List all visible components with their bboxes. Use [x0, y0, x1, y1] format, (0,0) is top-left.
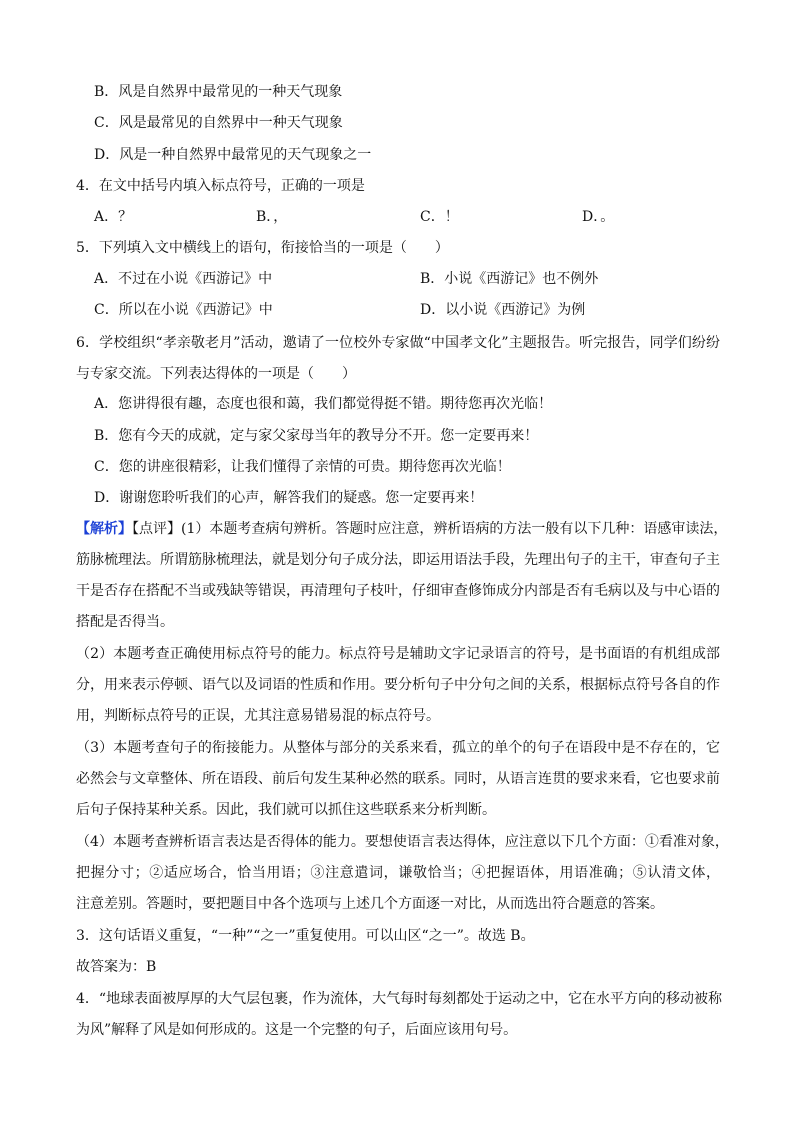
q4-option-b: B．， [256, 209, 288, 225]
analysis-p2-line1: （2）本题考查正确使用标点符号的能力。标点符号是辅助文字记录语言的符号，是书面语的有机组成部 [76, 646, 720, 662]
q6-stem [76, 328, 720, 390]
analysis-paragraph-3 [76, 733, 720, 826]
q4-option-a: A．？ [94, 209, 133, 225]
q6-option-a: A．您讲得很有趣，态度也很和蔼，我们都觉得挺不错。期待您再次光临！ [94, 396, 553, 412]
analysis-tag: 【解析】 [76, 521, 132, 537]
q4-stem: 4．在文中括号内填入标点符号，正确的一项是 [76, 178, 365, 194]
analysis-p1-line4: 搭配是否得当。 [76, 614, 174, 630]
q5-options-row1 [94, 269, 734, 289]
q6-stem-line1: 6．学校组织“孝亲敬老月”活动，邀请了一位校外专家做“中国孝文化”主题报告。听完报告，同学们纷纷 [76, 335, 720, 351]
q6-option-c: C．您的讲座很精彩，让我们懂得了亲情的可贵。期待您再次光临！ [94, 459, 511, 475]
q5-option-d: D．以小说《西游记》为例 [420, 302, 586, 318]
q5-options-row2 [94, 300, 734, 320]
analysis-paragraph-2 [76, 639, 720, 732]
analysis-p2-line2: 分，用来表示停顿、语气以及词语的性质和作用。要分析句子中分句之间的关系，根据标点符号各自的作 [76, 677, 720, 693]
answer-q3-result: 故答案为：B [76, 959, 157, 975]
q5-option-c: C．所以在小说《西游记》中 [94, 302, 273, 318]
analysis-paragraph-4 [76, 827, 729, 920]
analysis-p4-line2: 把握分寸；②适应场合，恰当用语；③注意遣词，谦敬恰当；④把握语体，用语准确；⑤认清文体， [76, 865, 720, 881]
answer-q4-line2: 为风”解释了风是如何形成的。这是一个完整的句子，后面应该用句号。 [76, 1022, 518, 1038]
analysis-p1-line1: 【解析】【点评】(1）本题考查病句辨析。答题时应注意，辨析语病的方法一般有以下几种：语感审读法， [76, 521, 728, 537]
analysis-paragraph-1 [76, 514, 728, 638]
q6-stem-line2: 与专家交流。下列表达得体的一项是（ ） [76, 366, 356, 382]
q4-option-d: D．。 [582, 209, 615, 225]
analysis-p3-line1: （3）本题考查句子的衔接能力。从整体与部分的关系来看，孤立的单个的句子在语段中是不存在的，它 [76, 740, 720, 756]
analysis-p2-line3: 用，判断标点符号的正误，尤其注意易错易混的标点符号。 [76, 708, 440, 724]
answer-q4-line1: 4．“地球表面被厚厚的大气层包裹，作为流体，大气每时每刻都处于运动之中，它在水平方向的移动被称 [76, 991, 723, 1007]
analysis-p3-line2: 必然会与文章整体、所在语段、前后句发生某种必然的联系。同时，从语言连贯的要求来看，它也要求前 [76, 771, 720, 787]
q5-option-b: B．小说《西游记》也不例外 [420, 271, 599, 287]
q4-option-c: C．！ [420, 209, 459, 225]
answer-q3-explanation: 3．这句话语义重复，“一种”“之一”重复使用。可以山区“之一”。故选 B。 [76, 928, 535, 944]
q5-stem: 5．下列填入文中横线上的语句，衔接恰当的一项是（ ） [76, 240, 449, 256]
q4-options [94, 207, 734, 227]
analysis-p4-line3: 注意差别。答题时，要把题目中各个选项与上述几个方面逐一对比，从而选出符合题意的答案。 [76, 896, 664, 912]
analysis-p1-line3: 干是否存在搭配不当或残缺等错误，再清理句子枝叶，仔细审查修饰成分内部是否有毛病以及与中心语的 [76, 583, 720, 599]
analysis-p3-line3: 后句子保持某种关系。因此，我们就可以抓住这些联系来分析判断。 [76, 802, 496, 818]
q6-option-d: D．谢谢您聆听我们的心声，解答我们的疑惑。您一定要再来！ [94, 490, 484, 506]
analysis-p1-line2: 筋脉梳理法。所谓筋脉梳理法，就是划分句子成分法，即运用语法手段，先理出句子的主干，审查句子主 [76, 552, 720, 568]
q3-option-c: C．风是最常见的自然界中一种天气现象 [94, 115, 343, 131]
analysis-p4-line1: （4）本题考查辨析语言表达是否得体的能力。要想使语言表达得体，应注意以下几个方面：①看准对象， [76, 834, 729, 850]
q5-option-a: A．不过在小说《西游记》中 [94, 271, 273, 287]
q6-option-b: B．您有今天的成就，定与家父家母当年的教导分不开。您一定要再来！ [94, 428, 539, 444]
q3-option-d: D．风是一种自然界中最常见的天气现象之一 [94, 147, 372, 163]
answer-q4-explanation [76, 984, 723, 1046]
q3-option-b: B．风是自然界中最常见的一种天气现象 [94, 84, 343, 100]
